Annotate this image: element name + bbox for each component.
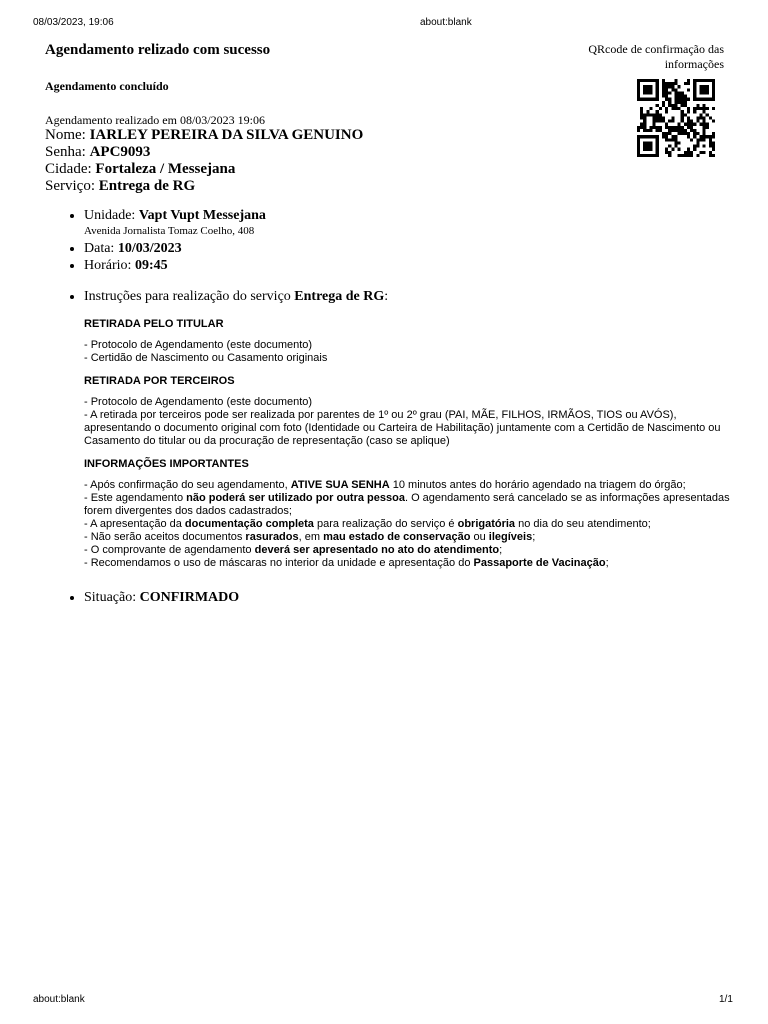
- unidade-value: Vapt Vupt Messejana: [138, 208, 266, 223]
- list-item-unidade: [84, 207, 684, 239]
- print-datetime: 08/03/2023, 19:06: [33, 17, 114, 28]
- emphasis: deverá ser apresentado no ato do atendimento: [254, 544, 500, 556]
- list-item-instructions: [84, 288, 764, 306]
- qr-code-icon: [635, 79, 717, 157]
- appointment-info: [45, 113, 605, 195]
- important-line-5: [84, 544, 734, 557]
- text: - Não serão aceitos documentos: [84, 531, 246, 543]
- nome-label: Nome:: [45, 127, 86, 143]
- text: ;: [499, 544, 503, 556]
- instructions-list: [45, 288, 764, 306]
- subtitle: Agendamento concluído: [45, 79, 169, 93]
- important-line-3: [84, 518, 734, 531]
- servico-label: Serviço:: [45, 178, 95, 194]
- data-label: Data:: [84, 241, 115, 256]
- text: para realização do serviço é: [313, 518, 458, 530]
- field-servico: [45, 178, 605, 195]
- important-line-2: [84, 492, 734, 518]
- instructions-service: Entrega de RG: [294, 289, 385, 304]
- list-item: - Protocolo de Agendamento (este documento): [84, 339, 313, 351]
- horario-label: Horário:: [84, 258, 132, 273]
- text: ou: [470, 531, 489, 543]
- importantes-heading: INFORMAÇÕES IMPORTANTES: [84, 458, 249, 470]
- emphasis: ATIVE SUA SENHA: [290, 479, 390, 491]
- list-item-horario: [84, 257, 684, 274]
- instructions-body: [84, 318, 734, 570]
- nome-value: IARLEY PEREIRA DA SILVA GENUINO: [89, 127, 364, 143]
- footer-url: about:blank: [33, 994, 85, 1005]
- senha-label: Senha:: [45, 144, 86, 160]
- text: - Este agendamento: [84, 492, 187, 504]
- horario-value: 09:45: [134, 258, 168, 273]
- unidade-address: Avenida Jornalista Tomaz Coelho, 408: [84, 225, 255, 237]
- data-value: 10/03/2023: [117, 241, 182, 256]
- text: , em: [298, 531, 324, 543]
- text: . O agendamento será cancelado se as informações apresentadas forem divergentes dos dados cadastrados;: [84, 492, 730, 517]
- field-nome: [45, 127, 605, 144]
- page-title: Agendamento relizado com sucesso: [45, 42, 271, 58]
- servico-value: Entrega de RG: [98, 178, 196, 194]
- status-list: [45, 589, 684, 607]
- emphasis: ilegíveis: [488, 531, 533, 543]
- page-number: 1/1: [719, 994, 733, 1005]
- field-cidade: [45, 161, 605, 178]
- text: - Após confirmação do seu agendamento,: [84, 479, 291, 491]
- status-badge: CONFIRMADO: [139, 590, 240, 605]
- text: ;: [532, 531, 536, 543]
- text: 10 minutos antes do horário agendado na triagem do órgão;: [389, 479, 686, 491]
- realized-date: Agendamento realizado em 08/03/2023 19:06: [45, 113, 265, 127]
- senha-value: APC9093: [89, 144, 151, 160]
- details-list: [45, 207, 684, 274]
- text: - A apresentação da: [84, 518, 185, 530]
- text: no dia do seu atendimento;: [515, 518, 651, 530]
- qr-label: QRcode de confirmação das informações: [588, 42, 724, 71]
- important-line-1: [84, 479, 734, 492]
- emphasis: rasurados: [245, 531, 299, 543]
- cidade-label: Cidade:: [45, 161, 92, 177]
- print-url: about:blank: [420, 17, 472, 28]
- instructions-colon: :: [384, 289, 389, 304]
- text: ;: [605, 557, 609, 569]
- terceiros-heading: RETIRADA POR TERCEIROS: [84, 375, 235, 387]
- unidade-label: Unidade:: [84, 208, 136, 223]
- list-item: - Certidão de Nascimento ou Casamento originais: [84, 352, 328, 364]
- instructions-intro: Instruções para realização do serviço: [84, 289, 291, 304]
- cidade-value: Fortaleza / Messejana: [95, 161, 236, 177]
- text: - Recomendamos o uso de máscaras no interior da unidade e apresentação do: [84, 557, 474, 569]
- situacao-label: Situação:: [84, 590, 137, 605]
- list-item: - Protocolo de Agendamento (este documento): [84, 396, 313, 408]
- list-item-data: [84, 240, 684, 257]
- emphasis: não poderá ser utilizado por outra pessoa: [186, 492, 405, 504]
- emphasis: mau estado de conservação: [323, 531, 471, 543]
- titular-heading: RETIRADA PELO TITULAR: [84, 318, 224, 330]
- emphasis: obrigatória: [457, 518, 516, 530]
- important-line-4: [84, 531, 734, 544]
- emphasis: documentação completa: [184, 518, 314, 530]
- field-senha: [45, 144, 605, 161]
- text: - O comprovante de agendamento: [84, 544, 255, 556]
- important-line-6: [84, 557, 734, 570]
- list-item: - A retirada por terceiros pode ser realizada por parentes de 1º ou 2º grau (PAI, MÃE, FILHOS, IRMÃOS, TIOS ou AVÓS), apresentando o documento original com foto (Identidade ou Carteira de Habilitação) juntamente com a Certidão de Nascimento ou Casamento do titular ou da procuração de representação (caso se aplique): [84, 409, 721, 447]
- emphasis: Passaporte de Vacinação: [473, 557, 606, 569]
- list-item-situacao: [84, 589, 684, 607]
